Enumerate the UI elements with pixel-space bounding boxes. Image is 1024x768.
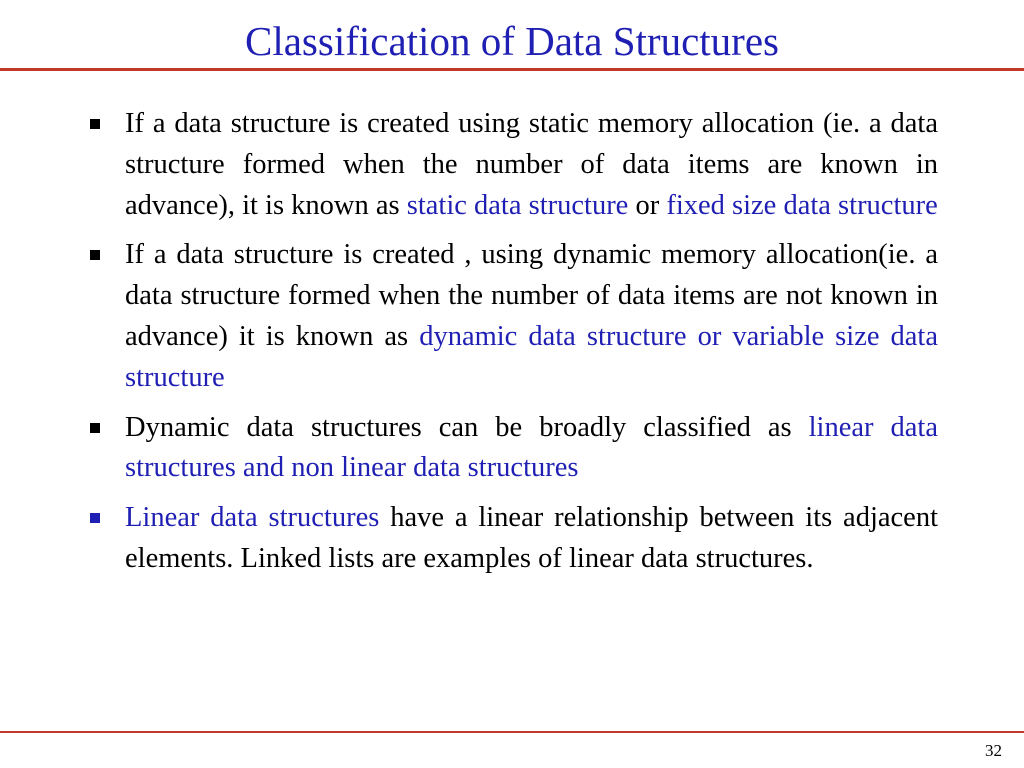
bullet-item-static — [88, 104, 938, 226]
bullet-text: Dynamic data structures can be broadly classified as — [125, 411, 809, 443]
title-divider — [0, 68, 1024, 71]
bullet-text: or — [628, 189, 667, 221]
square-bullet-icon — [90, 423, 100, 433]
highlight-term: fixed size data structure — [666, 189, 938, 221]
bullet-item-classification — [88, 408, 938, 490]
highlight-term: Linear data structures — [125, 502, 380, 534]
square-bullet-icon — [90, 119, 100, 129]
slide-title: Classification of Data Structures — [244, 18, 779, 64]
bullet-text: If a data structure is created using static memory allocation (ie. a data structure formed when the number of data items are known in advance), it is known as — [125, 108, 938, 221]
square-bullet-icon — [90, 513, 100, 523]
bullet-item-dynamic — [88, 235, 938, 398]
bullet-list — [88, 104, 938, 589]
footer-divider — [0, 731, 1024, 733]
highlight-term: dynamic data structure or variable size data structure — [125, 320, 938, 393]
bullet-item-linear — [88, 498, 938, 580]
page-number: 32 — [985, 741, 1002, 760]
bullet-text: If a data structure is created , using dynamic memory allocation(ie. a data structure formed when the number of data items are not known in advance) it is known as — [125, 239, 938, 352]
highlight-term: linear data structures and non linear data structures — [125, 411, 938, 484]
bullet-text: have a linear relationship between its adjacent elements. Linked lists are examples of linear data structures. — [125, 502, 938, 574]
square-bullet-icon — [90, 250, 100, 260]
highlight-term: static data structure — [406, 189, 629, 221]
